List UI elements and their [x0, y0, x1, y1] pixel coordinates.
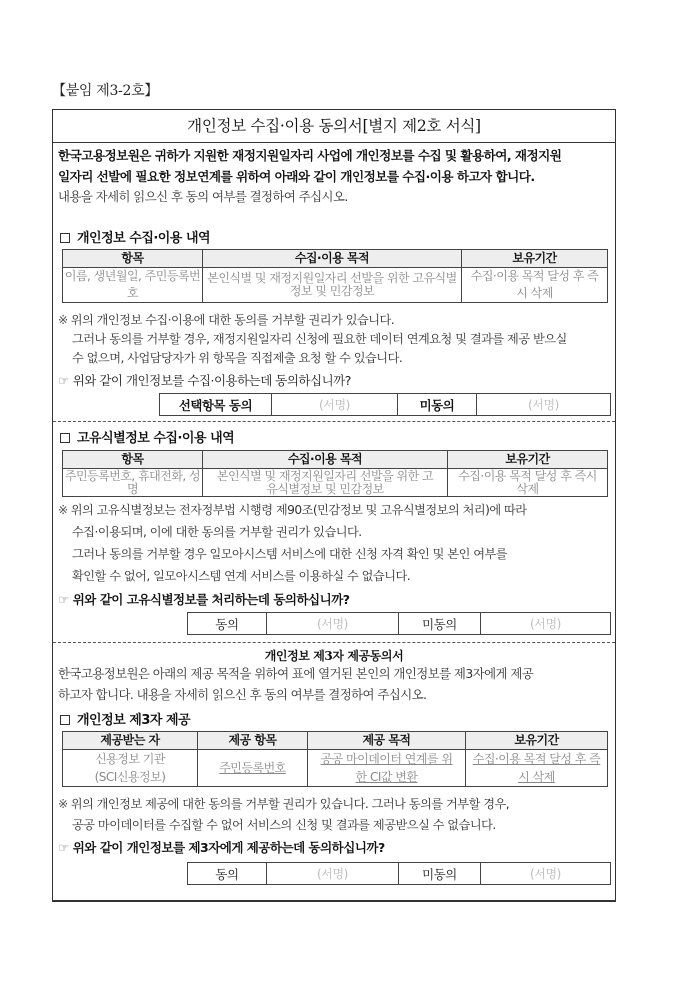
table-header: 보유기간 [448, 451, 608, 469]
disagree-signature-field[interactable]: (서명) [481, 863, 611, 885]
table-cell: 주민등록번호, 휴대전화, 성명 [63, 469, 203, 497]
disagree-label: 미동의 [399, 613, 481, 635]
disagree-label: 미동의 [398, 394, 477, 416]
table-header: 제공받는 자 [63, 732, 198, 750]
checkbox-square-icon [60, 715, 70, 725]
table-header: 보유기간 [466, 732, 608, 750]
disagree-label: 미동의 [399, 863, 481, 885]
table-header: 제공 목적 [308, 732, 466, 750]
consent-form [52, 109, 616, 902]
section3-intro-line-1: 한국고용정보원은 아래의 제공 목적을 위하여 표에 열거된 본인의 개인정보를 제3자에게 제공 [58, 666, 534, 681]
section1-note-2: 그러나 동의를 거부할 경우, 재정지원일자리 신청에 필요한 데이터 연계요청 및 결과를 제공 받으실 [72, 332, 567, 346]
table-header: 보유기간 [462, 250, 608, 268]
section3-note-1: ※ 위의 개인정보 제공에 대한 동의를 거부할 권리가 있습니다. 그러나 동의를 거부할 경우, [58, 797, 510, 811]
table-cell: 주민등록번호 [198, 750, 308, 787]
attachment-label: 【붙임 제3-2호】 [52, 83, 159, 99]
section-divider [53, 421, 615, 422]
section1-question: ☞ 위와 같이 개인정보를 수집·이용하는데 동의하십니까? [58, 373, 351, 388]
table-cell: 본인식별 및 재정지원일자리 선발을 위한 고유식별정보 및 민감정보 [203, 268, 462, 303]
section1-note-1: ※ 위의 개인정보 수집·이용에 대한 동의를 거부할 권리가 있습니다. [58, 313, 395, 327]
section1-heading: 개인정보 수집·이용 내역 [60, 227, 210, 246]
table-row [63, 750, 608, 787]
table-header-row [63, 732, 608, 750]
form-title: 개인정보 수집·이용 동의서[별지 제2호 서식] [53, 110, 615, 143]
section3-signature-table [187, 862, 611, 885]
section3-note-2: 공공 마이데이터를 수집할 수 없어 서비스의 신청 및 결과를 제공받으실 수 없습니다. [72, 818, 496, 832]
disagree-signature-field[interactable]: (서명) [481, 613, 611, 635]
intro-normal: 내용을 자세히 읽으신 후 동의 여부를 결정하여 주십시오. [58, 189, 348, 204]
section3-heading: 개인정보 제3자 제공 [60, 709, 190, 728]
table-cell: 이름, 생년월일, 주민등록번호 [63, 268, 203, 303]
table-header: 제공 항목 [198, 732, 308, 750]
table-row [63, 268, 608, 303]
table-cell: 수집·이용 목적 달성 후 즉시 삭제 [462, 268, 608, 303]
checkbox-square-icon [60, 233, 70, 243]
table-cell: 공공 마이데이터 연계를 위한 CI값 변환 [308, 750, 466, 787]
agree-signature-field[interactable]: (서명) [267, 613, 399, 635]
checkbox-square-icon [60, 433, 70, 443]
agree-label: 동의 [188, 863, 267, 885]
table-cell: 수집·이용 목적 달성 후 즉시 삭제 [466, 750, 608, 787]
section2-heading: 고유식별정보 수집·이용 내역 [60, 427, 234, 446]
section-divider [53, 642, 615, 643]
reference-mark-icon: ※ [58, 797, 68, 811]
section3-question: ☞ 위와 같이 개인정보를 제3자에게 제공하는데 동의하십니까? [58, 840, 385, 855]
agree-label: 동의 [188, 613, 267, 635]
table-header-row [63, 250, 608, 268]
pointing-hand-icon: ☞ [58, 592, 69, 607]
pointing-hand-icon: ☞ [58, 840, 69, 855]
agree-label: 선택항목 동의 [160, 394, 272, 416]
table-header: 항목 [63, 250, 203, 268]
disagree-signature-field[interactable]: (서명) [477, 394, 611, 416]
table-header: 수집·이용 목적 [203, 250, 462, 268]
table-cell: 수집·이용 목적 달성 후 즉시 삭제 [448, 469, 608, 497]
agree-signature-field[interactable]: (서명) [272, 394, 398, 416]
section2-signature-table [187, 612, 611, 635]
section2-note-1: ※ 위의 고유식별정보는 전자정부법 시행령 제90조(민감정보 및 고유식별정보의 처리)에 따라 [58, 503, 527, 517]
table-header-row [63, 451, 608, 469]
section1-note-3: 수 없으며, 사업담당자가 위 항목을 직접제출 요청 할 수 있습니다. [72, 351, 403, 365]
reference-mark-icon: ※ [58, 503, 68, 517]
reference-mark-icon: ※ [58, 313, 68, 327]
third-party-subtitle: 개인정보 제3자 제공동의서 [264, 649, 404, 663]
section1-table [62, 249, 608, 303]
intro-bold-line-1: 한국고용정보원은 귀하가 지원한 재정지원일자리 사업에 개인정보를 수집 및 활용하여, 재정지원 [58, 148, 562, 163]
table-cell: 본인식별 및 재정지원일자리 선발을 위한 고유식별정보 및 민감정보 [203, 469, 448, 497]
section2-table [62, 450, 608, 497]
pointing-hand-icon: ☞ [58, 373, 69, 388]
agree-signature-field[interactable]: (서명) [267, 863, 399, 885]
section2-note-4: 확인할 수 없어, 일모아시스템 연계 서비스를 이용하실 수 없습니다. [72, 569, 411, 583]
table-header: 수집·이용 목적 [203, 451, 448, 469]
section2-note-3: 그러나 동의를 거부할 경우 일모아시스템 서비스에 대한 신청 자격 확인 및 본인 여부를 [72, 547, 508, 561]
section2-note-2: 수집·이용되며, 이에 대한 동의를 거부할 권리가 있습니다. [72, 525, 362, 539]
intro-bold-line-2: 일자리 선발에 필요한 정보연계를 위하여 아래와 같이 개인정보를 수집·이용 하고자 합니다. [58, 169, 535, 184]
table-cell: 신용정보 기관(SCI신용정보) [63, 750, 198, 787]
table-header: 항목 [63, 451, 203, 469]
section3-intro-line-2: 하고자 합니다. 내용을 자세히 읽으신 후 동의 여부를 결정하여 주십시오. [58, 687, 427, 702]
table-row [63, 469, 608, 497]
section2-question: ☞ 위와 같이 고유식별정보를 처리하는데 동의하십니까? [58, 592, 350, 607]
section3-table [62, 731, 608, 787]
section1-signature-table [159, 393, 611, 416]
